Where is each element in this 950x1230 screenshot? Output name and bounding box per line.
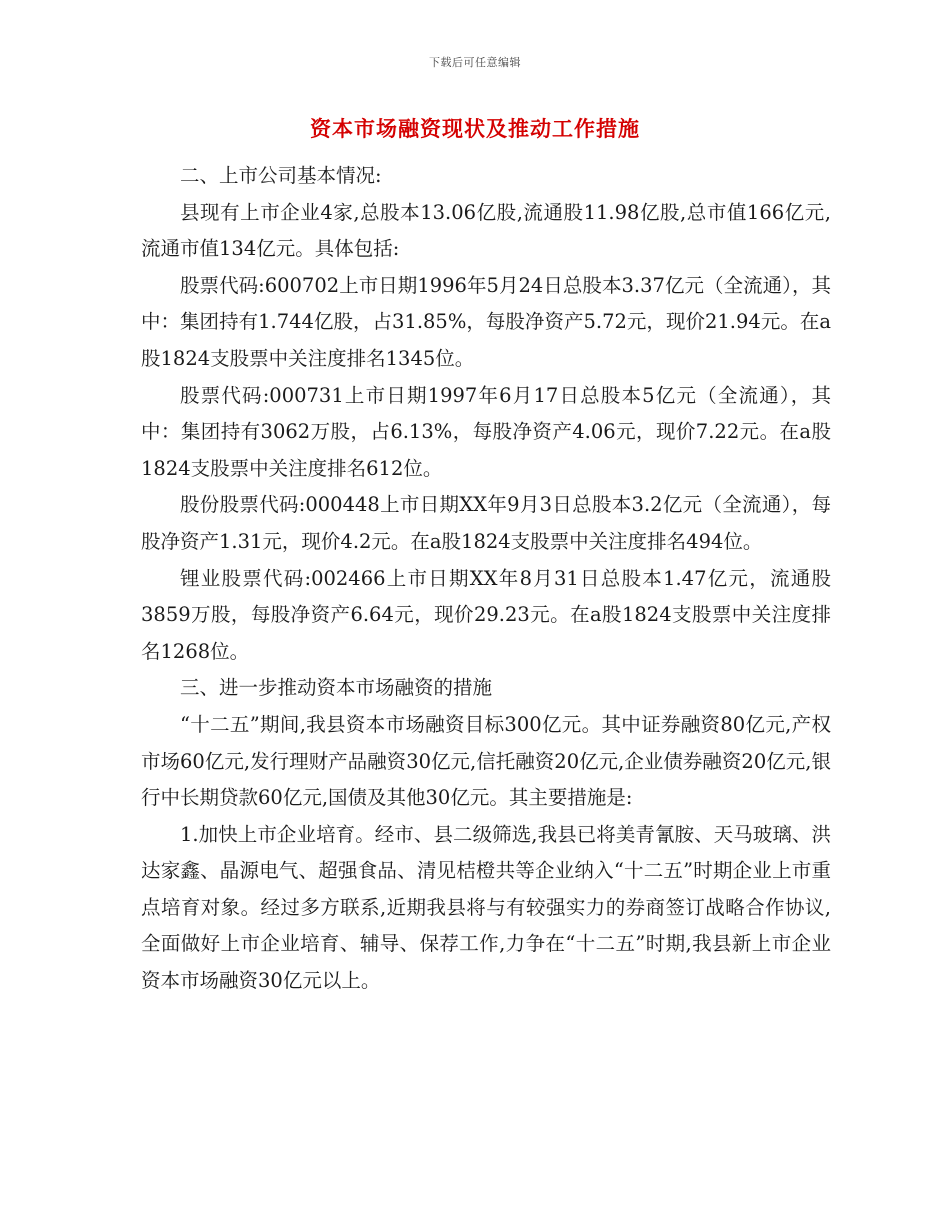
paragraph-stock-000731: 股票代码:000731上市日期1997年6月17日总股本5亿元（全流通），其中：集团持有3062万股，占6.13%，每股净资产4.06元，现价7.22元。在a股1824支股票中关注度排名612位。 (141, 383, 831, 480)
paragraph-stock-600702: 股票代码:600702上市日期1996年5月24日总股本3.37亿元（全流通），其中：集团持有1.744亿股，占31.85%，每股净资产5.72元，现价21.94元。在a股1824支股票中关注度排名1345位。 (141, 273, 831, 370)
document-body (141, 158, 831, 1000)
document-title: 资本市场融资现状及推动工作措施 (310, 116, 640, 141)
section-heading-measures: 三、进一步推动资本市场融资的措施 (180, 676, 493, 700)
paragraph-overview: 县现有上市企业4家,总股本13.06亿股,流通股11.98亿股,总市值166亿元,流通市值134亿元。具体包括: (141, 200, 831, 261)
paragraph-stock-002466: 锂业股票代码:002466上市日期XX年8月31日总股本1.47亿元，流通股3859万股，每股净资产6.64元，现价29.23元。在a股1824支股票中关注度排名1268位。 (141, 566, 831, 663)
paragraph-stock-000448: 股份股票代码:000448上市日期XX年9月3日总股本3.2亿元（全流通），每股净资产1.31元，现价4.2元。在a股1824支股票中关注度排名494位。 (141, 493, 831, 553)
section-heading-listed-companies: 二、上市公司基本情况: (180, 164, 382, 187)
page-header-note: 下载后可任意编辑 (429, 56, 521, 69)
paragraph-measure-1: 1.加快上市企业培育。经市、县二级筛选,我县已将美青氰胺、天马玻璃、洪达家鑫、晶源电气、超强食品、清见桔橙共等企业纳入“十二五”时期企业上市重点培育对象。经过多方联系,近期我县将与有较强实力的券商签订战略合作协议,全面做好上市企业培育、辅导、保荐工作,力争在“十二五”时期,我县新上市企业资本市场融资30亿元以上。 (141, 822, 831, 993)
paragraph-financing-target: “十二五”期间,我县资本市场融资目标300亿元。其中证券融资80亿元,产权市场60亿元,发行理财产品融资30亿元,信托融资20亿元,企业债券融资20亿元,银行中长期贷款60亿元,国债及其他30亿元。其主要措施是: (141, 712, 831, 810)
